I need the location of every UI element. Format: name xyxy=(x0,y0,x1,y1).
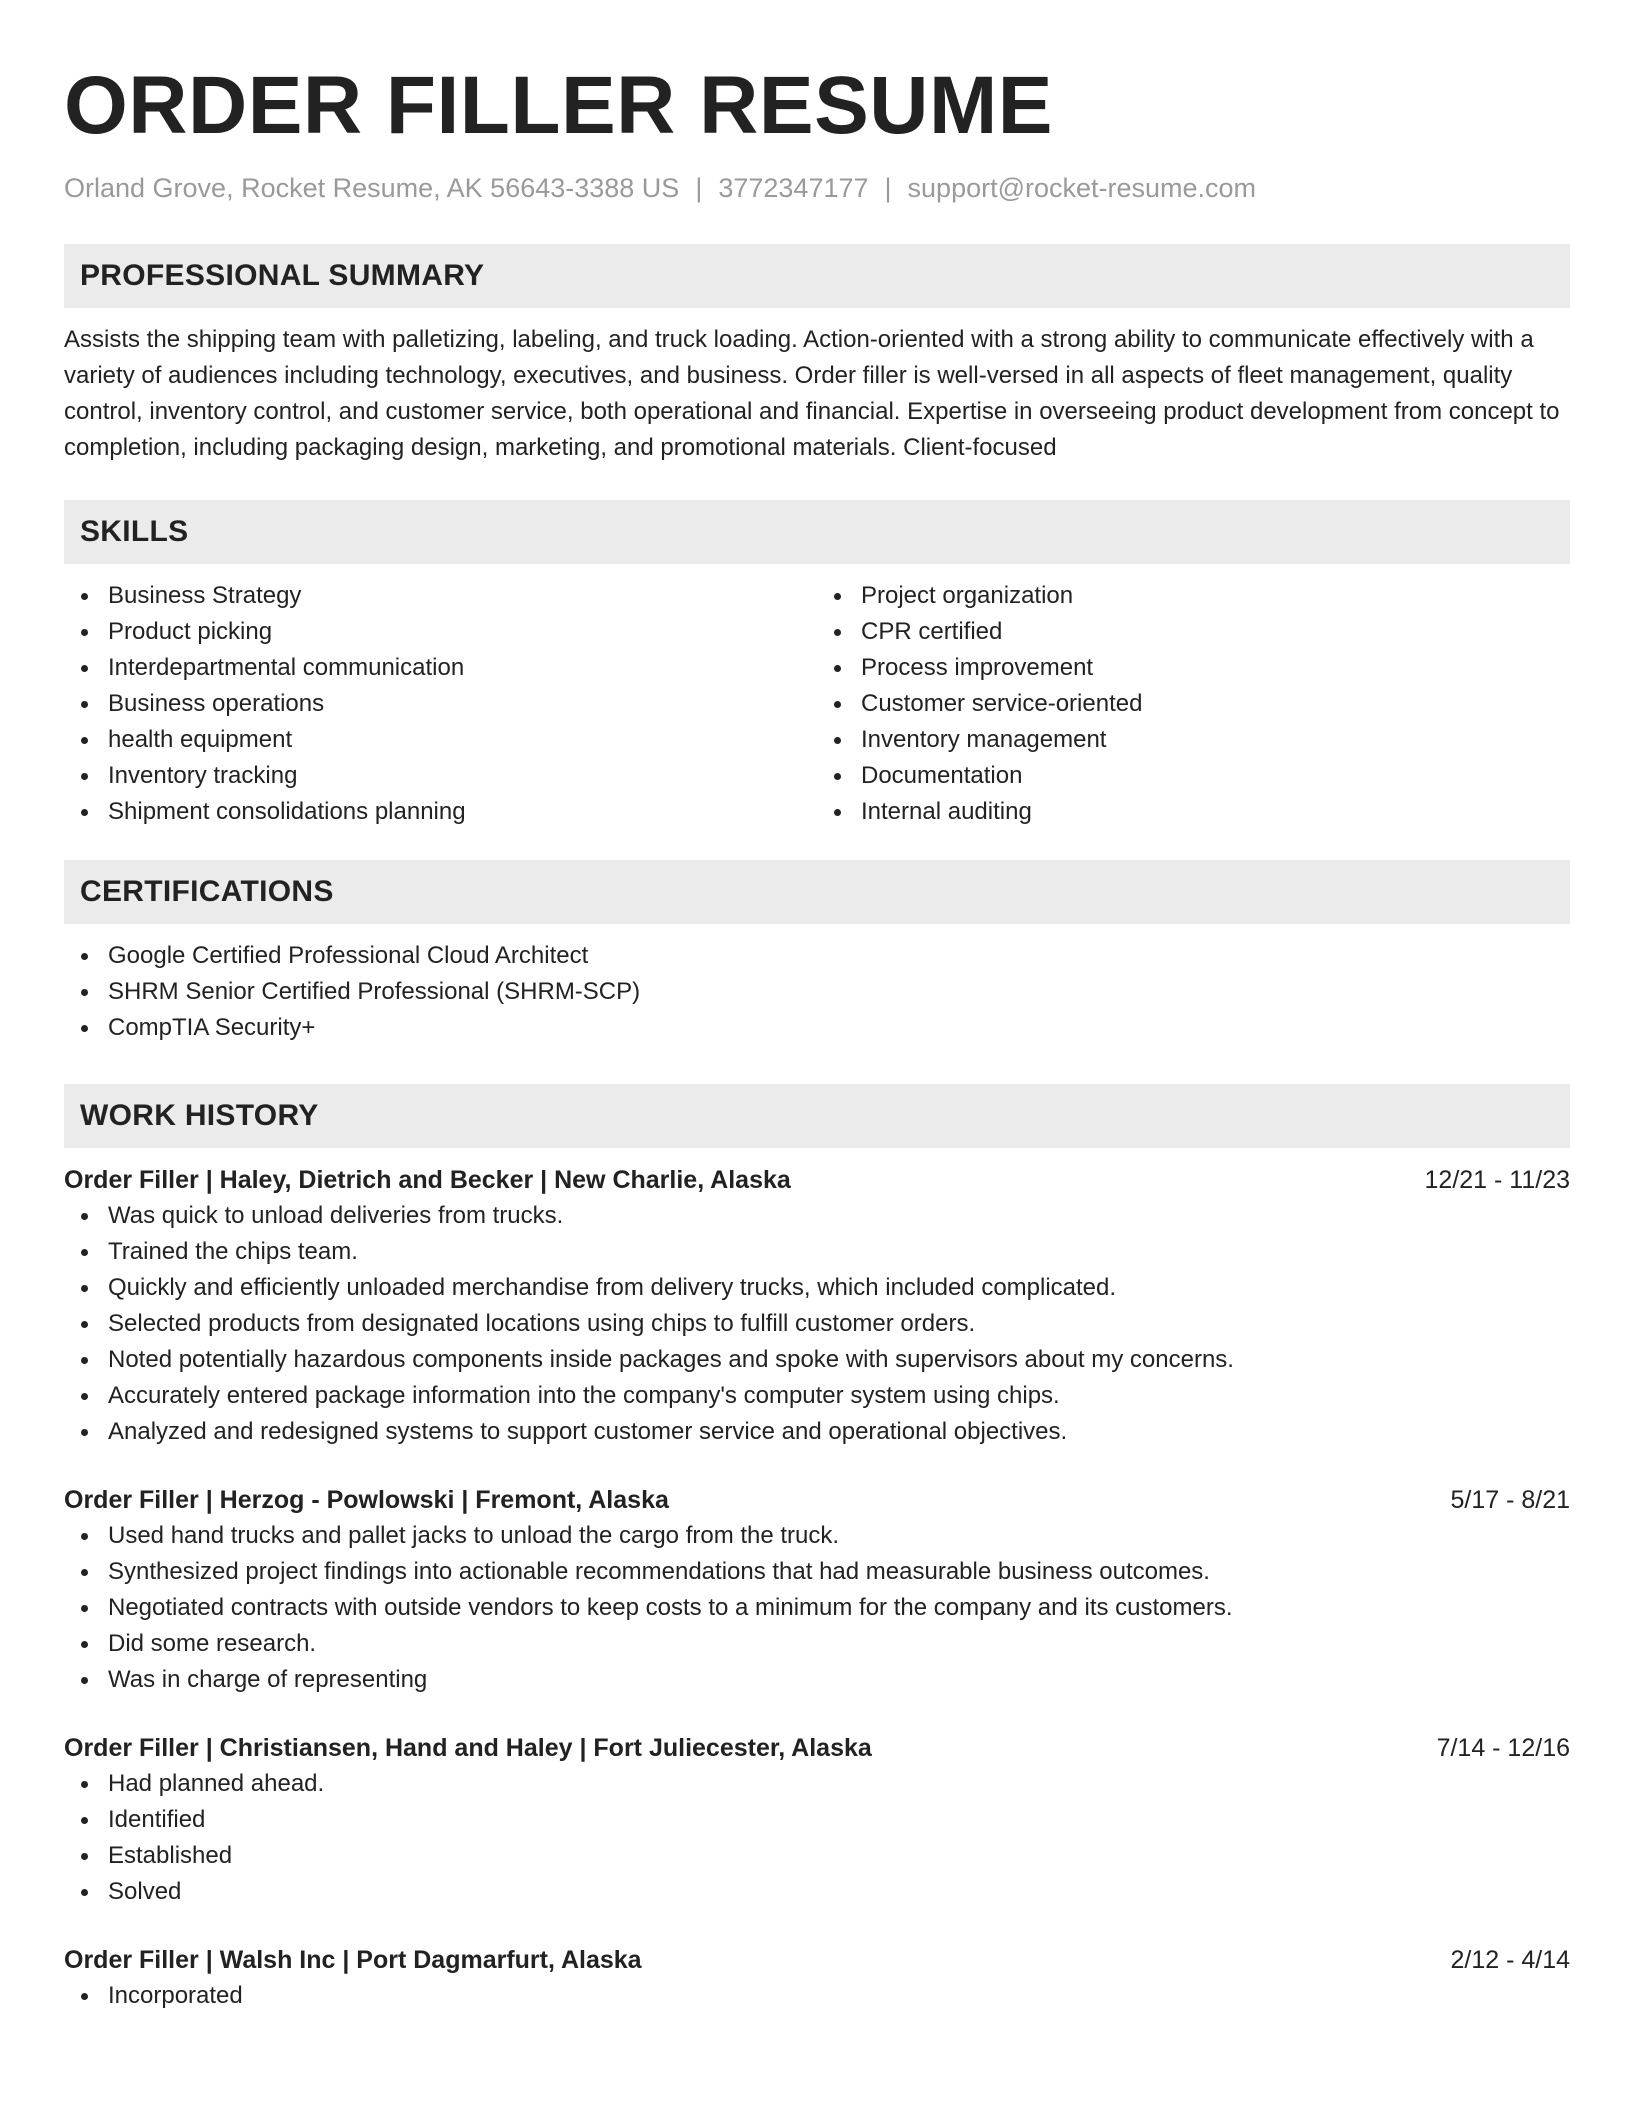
section-heading-work-history: WORK HISTORY xyxy=(64,1084,1570,1148)
job-dates: 5/17 - 8/21 xyxy=(1450,1486,1570,1514)
certification-item: CompTIA Security+ xyxy=(64,1010,1570,1046)
section-heading-certifications: CERTIFICATIONS xyxy=(64,860,1570,924)
job-entry xyxy=(64,1730,1570,1910)
skill-item: health equipment xyxy=(64,722,817,758)
job-bullet: Negotiated contracts with outside vendors to keep costs to a minimum for the company and its customers. xyxy=(64,1590,1570,1626)
summary-text: Assists the shipping team with palletizing, labeling, and truck loading. Action-oriented with a strong ability to communicate effectively with a variety of audiences including technology, executives, and business. Order filler is well-versed in all aspects of fleet management, quality control, inventory control, and customer service, both operational and financial. Expertise in overseeing product development from concept to completion, including packaging design, marketing, and promotional materials. Client-focused xyxy=(64,326,1560,461)
job-title: Order Filler | Herzog - Powlowski | Fremont, Alaska xyxy=(64,1486,669,1514)
job-bullet: Established xyxy=(64,1838,1570,1874)
job-title: Order Filler | Christiansen, Hand and Haley | Fort Juliecester, Alaska xyxy=(64,1734,872,1762)
contact-address: Orland Grove, Rocket Resume, AK 56643-3388 US xyxy=(64,173,680,203)
job-dates: 7/14 - 12/16 xyxy=(1436,1734,1570,1762)
skills-list-left xyxy=(64,578,817,830)
skill-item: Customer service-oriented xyxy=(817,686,1570,722)
job-header xyxy=(64,1482,1570,1518)
contact-separator: | xyxy=(884,173,892,203)
skill-item: Business operations xyxy=(64,686,817,722)
job-entry xyxy=(64,1162,1570,1450)
certifications-list xyxy=(64,938,1570,1046)
resume-title: ORDER FILLER RESUME xyxy=(64,60,1053,151)
job-bullets xyxy=(64,1198,1570,1450)
job-bullet: Quickly and efficiently unloaded merchandise from delivery trucks, which included complicated. xyxy=(64,1270,1570,1306)
job-bullet: Identified xyxy=(64,1802,1570,1838)
job-bullet: Used hand trucks and pallet jacks to unload the cargo from the truck. xyxy=(64,1518,1570,1554)
job-title: Order Filler | Haley, Dietrich and Becker | New Charlie, Alaska xyxy=(64,1166,791,1194)
skill-item: Process improvement xyxy=(817,650,1570,686)
job-bullet: Was in charge of representing xyxy=(64,1662,1570,1698)
job-bullet: Noted potentially hazardous components inside packages and spoke with supervisors about my concerns. xyxy=(64,1342,1570,1378)
skill-item: Business Strategy xyxy=(64,578,817,614)
skill-item: Inventory management xyxy=(817,722,1570,758)
skill-item: Project organization xyxy=(817,578,1570,614)
job-bullet: Did some research. xyxy=(64,1626,1570,1662)
skills-list-right xyxy=(817,578,1570,830)
job-bullet: Analyzed and redesigned systems to support customer service and operational objectives. xyxy=(64,1414,1570,1450)
certification-item: Google Certified Professional Cloud Architect xyxy=(64,938,1570,974)
skill-item: Product picking xyxy=(64,614,817,650)
skill-item: Documentation xyxy=(817,758,1570,794)
job-entry xyxy=(64,1482,1570,1698)
section-heading-summary: PROFESSIONAL SUMMARY xyxy=(64,244,1570,308)
contact-phone: 3772347177 xyxy=(718,173,869,203)
job-bullet: Accurately entered package information into the company's computer system using chips. xyxy=(64,1378,1570,1414)
skills-grid xyxy=(64,578,1570,830)
job-bullet: Was quick to unload deliveries from trucks. xyxy=(64,1198,1570,1234)
job-bullet: Trained the chips team. xyxy=(64,1234,1570,1270)
job-header xyxy=(64,1942,1570,1978)
section-heading-skills: SKILLS xyxy=(64,500,1570,564)
contact-separator: | xyxy=(695,173,703,203)
skill-item: Inventory tracking xyxy=(64,758,817,794)
job-bullet: Had planned ahead. xyxy=(64,1766,1570,1802)
job-bullet: Selected products from designated locations using chips to fulfill customer orders. xyxy=(64,1306,1570,1342)
skill-item: Interdepartmental communication xyxy=(64,650,817,686)
contact-line xyxy=(64,170,1570,206)
skill-item: Internal auditing xyxy=(817,794,1570,830)
job-dates: 12/21 - 11/23 xyxy=(1424,1166,1570,1194)
job-header xyxy=(64,1730,1570,1766)
job-bullets xyxy=(64,1518,1570,1698)
job-bullet: Solved xyxy=(64,1874,1570,1910)
job-entry xyxy=(64,1942,1570,2014)
job-bullet: Synthesized project findings into actionable recommendations that had measurable business outcomes. xyxy=(64,1554,1570,1590)
job-title: Order Filler | Walsh Inc | Port Dagmarfurt, Alaska xyxy=(64,1946,642,1974)
job-bullet: Incorporated xyxy=(64,1978,1570,2014)
job-dates: 2/12 - 4/14 xyxy=(1450,1946,1570,1974)
skill-item: CPR certified xyxy=(817,614,1570,650)
job-bullets xyxy=(64,1766,1570,1910)
job-header xyxy=(64,1162,1570,1198)
contact-email: support@rocket-resume.com xyxy=(907,173,1257,203)
certification-item: SHRM Senior Certified Professional (SHRM-SCP) xyxy=(64,974,1570,1010)
skill-item: Shipment consolidations planning xyxy=(64,794,817,830)
job-bullets xyxy=(64,1978,1570,2014)
